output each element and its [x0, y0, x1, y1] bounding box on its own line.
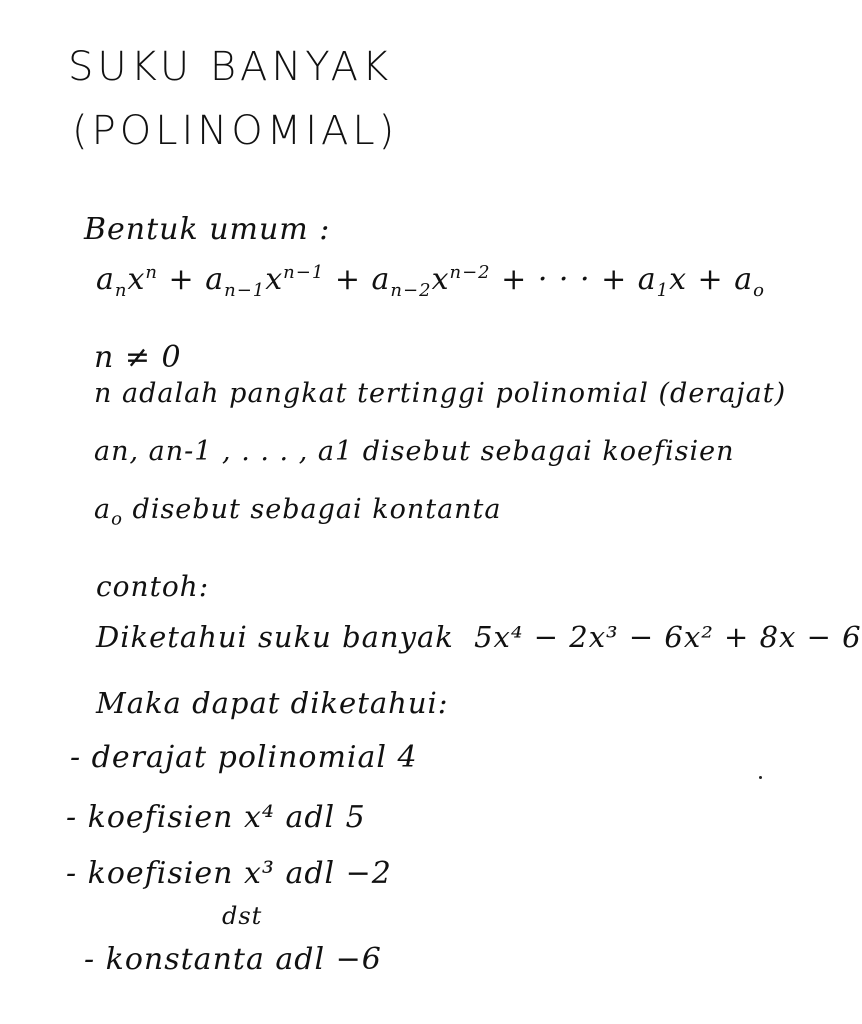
general-form-formula: $a_nx^n + a_{n-1}x^{n-1} + a_{n-2}x^{n-2}$ + · · · + $a_1x + a_o$: [96, 262, 765, 301]
example-then: Maka dapat diketahui:: [96, 686, 449, 720]
example-item-constant: - konstanta adl −6: [84, 942, 382, 977]
term-an1-xn1: $a_{n-1}x^{n-1}$: [205, 262, 325, 301]
coefficients-definition: an, an-1 , . . . , a1 disebut sebagai koefisien: [94, 436, 735, 467]
term-ellipsis: · · ·: [537, 262, 591, 297]
degree-definition: n adalah pangkat tertinggi polinomial (derajat): [94, 378, 787, 409]
term-an2-xn2: $a_{n-2}x^{n-2}$: [371, 262, 491, 301]
example-item-coef-x4: - koefisien x⁴ adl 5: [66, 800, 366, 835]
term-a0: $a_o$: [734, 262, 765, 301]
term-an-xn: $a_nx^n$: [96, 262, 158, 301]
example-polynomial: 5x⁴ − 2x³ − 6x² + 8x − 6: [474, 620, 862, 654]
general-form-heading: Bentuk umum :: [84, 212, 331, 247]
example-heading: contoh:: [96, 570, 210, 603]
title-line-2: (POLINOMIAL): [72, 108, 399, 154]
example-item-degree: - derajat polinomial 4: [70, 740, 418, 775]
example-given: Diketahui suku banyak 5x⁴ − 2x³ − 6x² + 8x − 6: [96, 620, 862, 654]
title-line-1: SUKU BANYAK: [68, 44, 393, 90]
condition-line: n ≠ 0: [94, 340, 182, 375]
term-a1-x: $a_1x$: [637, 262, 688, 301]
constant-definition: $a_o$ disebut sebagai kontanta: [94, 494, 502, 530]
example-item-coef-x3: - koefisien x³ adl −2: [66, 856, 392, 891]
coefficients-list: n, an-1 , . . . , a1: [111, 436, 354, 467]
example-item-dst: dst: [222, 902, 263, 930]
stray-dot: [759, 776, 762, 779]
